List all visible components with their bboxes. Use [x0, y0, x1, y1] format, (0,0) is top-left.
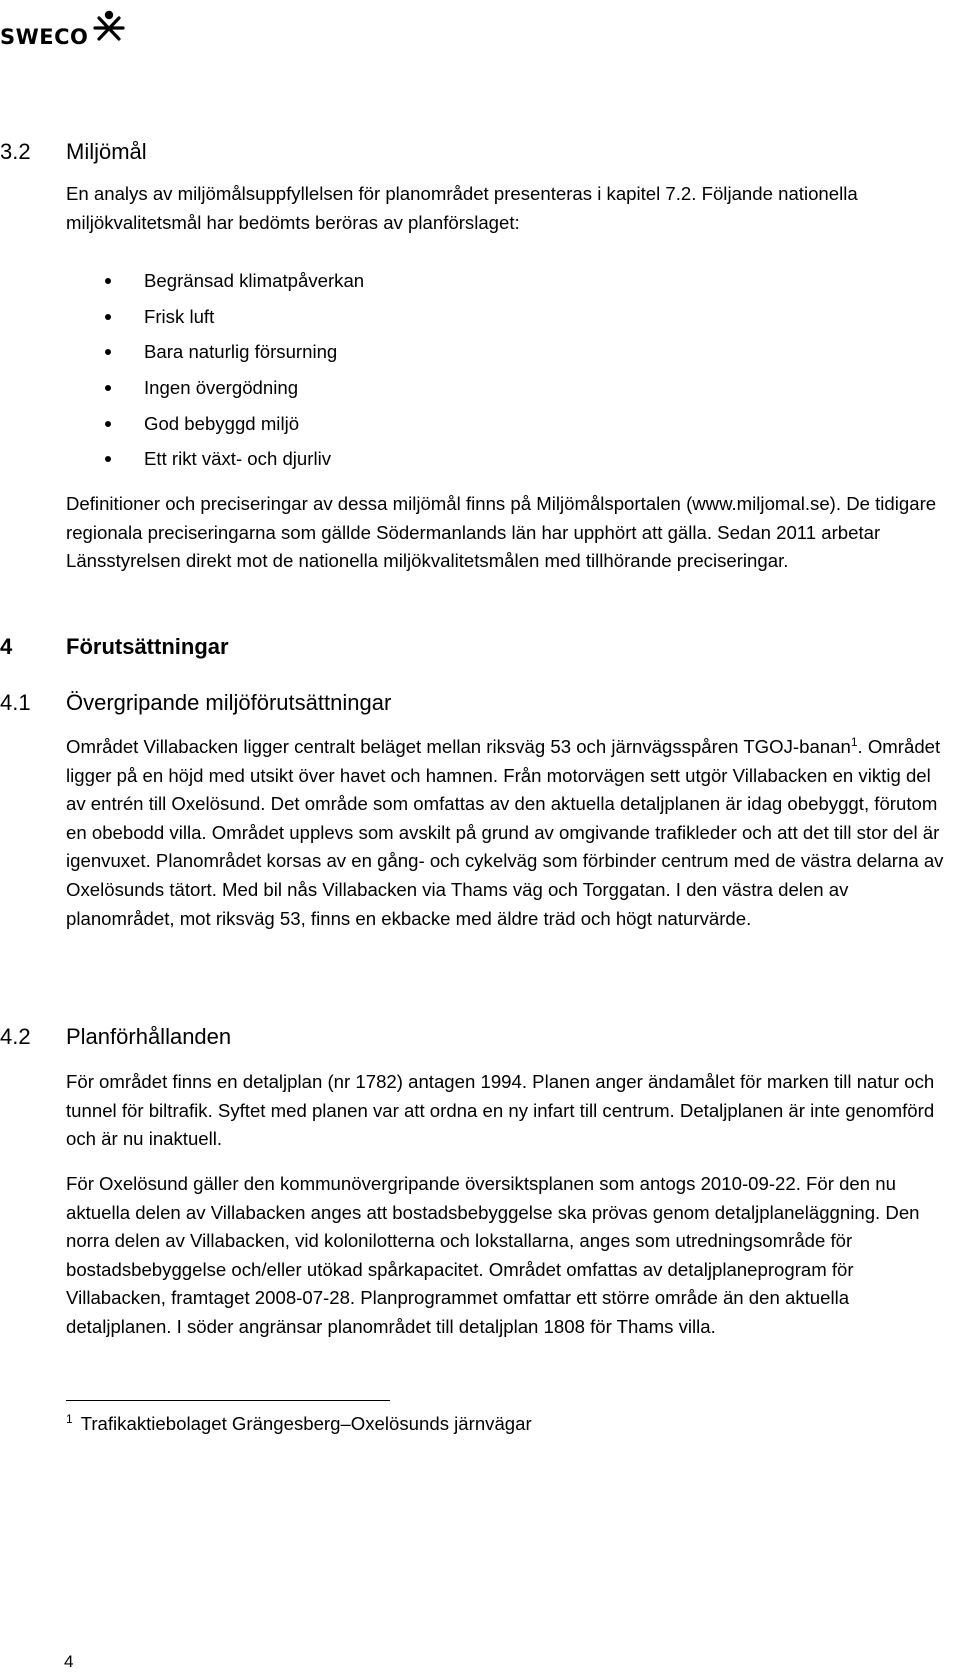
section-title: Planförhållanden	[66, 1024, 232, 1049]
paragraph-text: Området Villabacken ligger centralt beläget mellan riksväg 53 och järnvägsspåren TGOJ-banan	[66, 736, 851, 757]
logo-text: SWECO	[0, 25, 89, 49]
list-item: Ingen övergödning	[95, 370, 364, 406]
list-item: Begränsad klimatpåverkan	[95, 263, 364, 299]
footnote	[66, 1413, 532, 1435]
environmental-goals-list	[95, 263, 364, 477]
section-4-2-heading	[0, 1024, 231, 1050]
section-title: Förutsättningar	[66, 634, 229, 659]
page-number: 4	[64, 1652, 74, 1671]
footnote-text: Trafikaktiebolaget Grängesberg–Oxelösunds järnvägar	[80, 1413, 532, 1434]
section-4-1-paragraph	[66, 733, 946, 933]
section-number: 4	[0, 634, 13, 659]
sweco-logo	[0, 4, 128, 48]
section-title: Övergripande miljöförutsättningar	[66, 690, 392, 715]
section-title: Miljömål	[66, 139, 147, 164]
footnote-divider	[66, 1400, 390, 1401]
paragraph-text: . Området ligger på en höjd med utsikt över havet och hamnen. Från motorvägen sett utgör Villabacken en viktig del av entrén till Oxelösund. Det område som omfattas av den aktuella detaljplanen är idag obebyggt, förutom en obebodd villa. Området upplevs som avskilt på grund av omgivande trafikleder och att det till stor del är igenvuxet. Planområdet korsas av en gång- och cykelväg som förbinder centrum med de västra delarna av Oxelösunds tätort. Med bil nås Villabacken via Thams väg och Torggatan. I den västra delen av planområdet, mot riksväg 53, finns en ekbacke med äldre träd och högt naturvärde.	[66, 736, 944, 929]
section-number: 4.1	[0, 690, 31, 715]
section-4-2-paragraph-2: För Oxelösund gäller den kommunövergripande översiktsplanen som antogs 2010-09-22. För den nu aktuella delen av Villabacken anges att bostadsbebyggelse ska prövas genom detaljplaneläggning. Den norra delen av Villabacken, vid kolonilotterna och lokstallarna, anges som utredningsområde för bostadsbebyggelse och/eller utökad spårkapacitet. Området omfattas av detaljplaneprogram för Villabacken, framtaget 2008-07-28. Planprogrammet omfattar ett större område än den aktuella detaljplanen. I söder angränsar planområdet till detaljplan 1808 för Thams villa.	[66, 1173, 920, 1337]
list-item: God bebyggd miljö	[95, 406, 364, 442]
section-4-heading	[0, 634, 229, 660]
section-number: 3.2	[0, 139, 31, 164]
section-4-1-heading	[0, 690, 391, 716]
section-3-2-intro: En analys av miljömålsuppfyllelsen för planområdet presenteras i kapitel 7.2. Följande nationella miljökvalitetsmål har bedömts beröras av planförslaget:	[66, 183, 858, 233]
footnote-number: 1	[66, 1411, 73, 1426]
sweco-figure-icon	[90, 9, 128, 47]
section-3-2-paragraph: Definitioner och preciseringar av dessa miljömål finns på Miljömålsportalen (www.miljomal.se). De tidigare regionala preciseringarna som gällde Södermanlands län har upphört att gälla. Sedan 2011 arbetar Länsstyrelsen direkt mot de nationella miljökvalitetsmålen med tillhörande preciseringar.	[66, 493, 937, 572]
section-3-2-heading	[0, 139, 147, 165]
list-item: Bara naturlig försurning	[95, 334, 364, 370]
section-4-2-paragraph-1: För området finns en detaljplan (nr 1782) antagen 1994. Planen anger ändamålet för marken till natur och tunnel för biltrafik. Syftet med planen var att ordna en ny infart till centrum. Detaljplanen är inte genomförd och är nu inaktuell.	[66, 1071, 935, 1150]
section-number: 4.2	[0, 1024, 31, 1049]
list-item: Ett rikt växt- och djurliv	[95, 441, 364, 477]
footnote-reference: 1	[850, 734, 858, 749]
list-item: Frisk luft	[95, 299, 364, 335]
